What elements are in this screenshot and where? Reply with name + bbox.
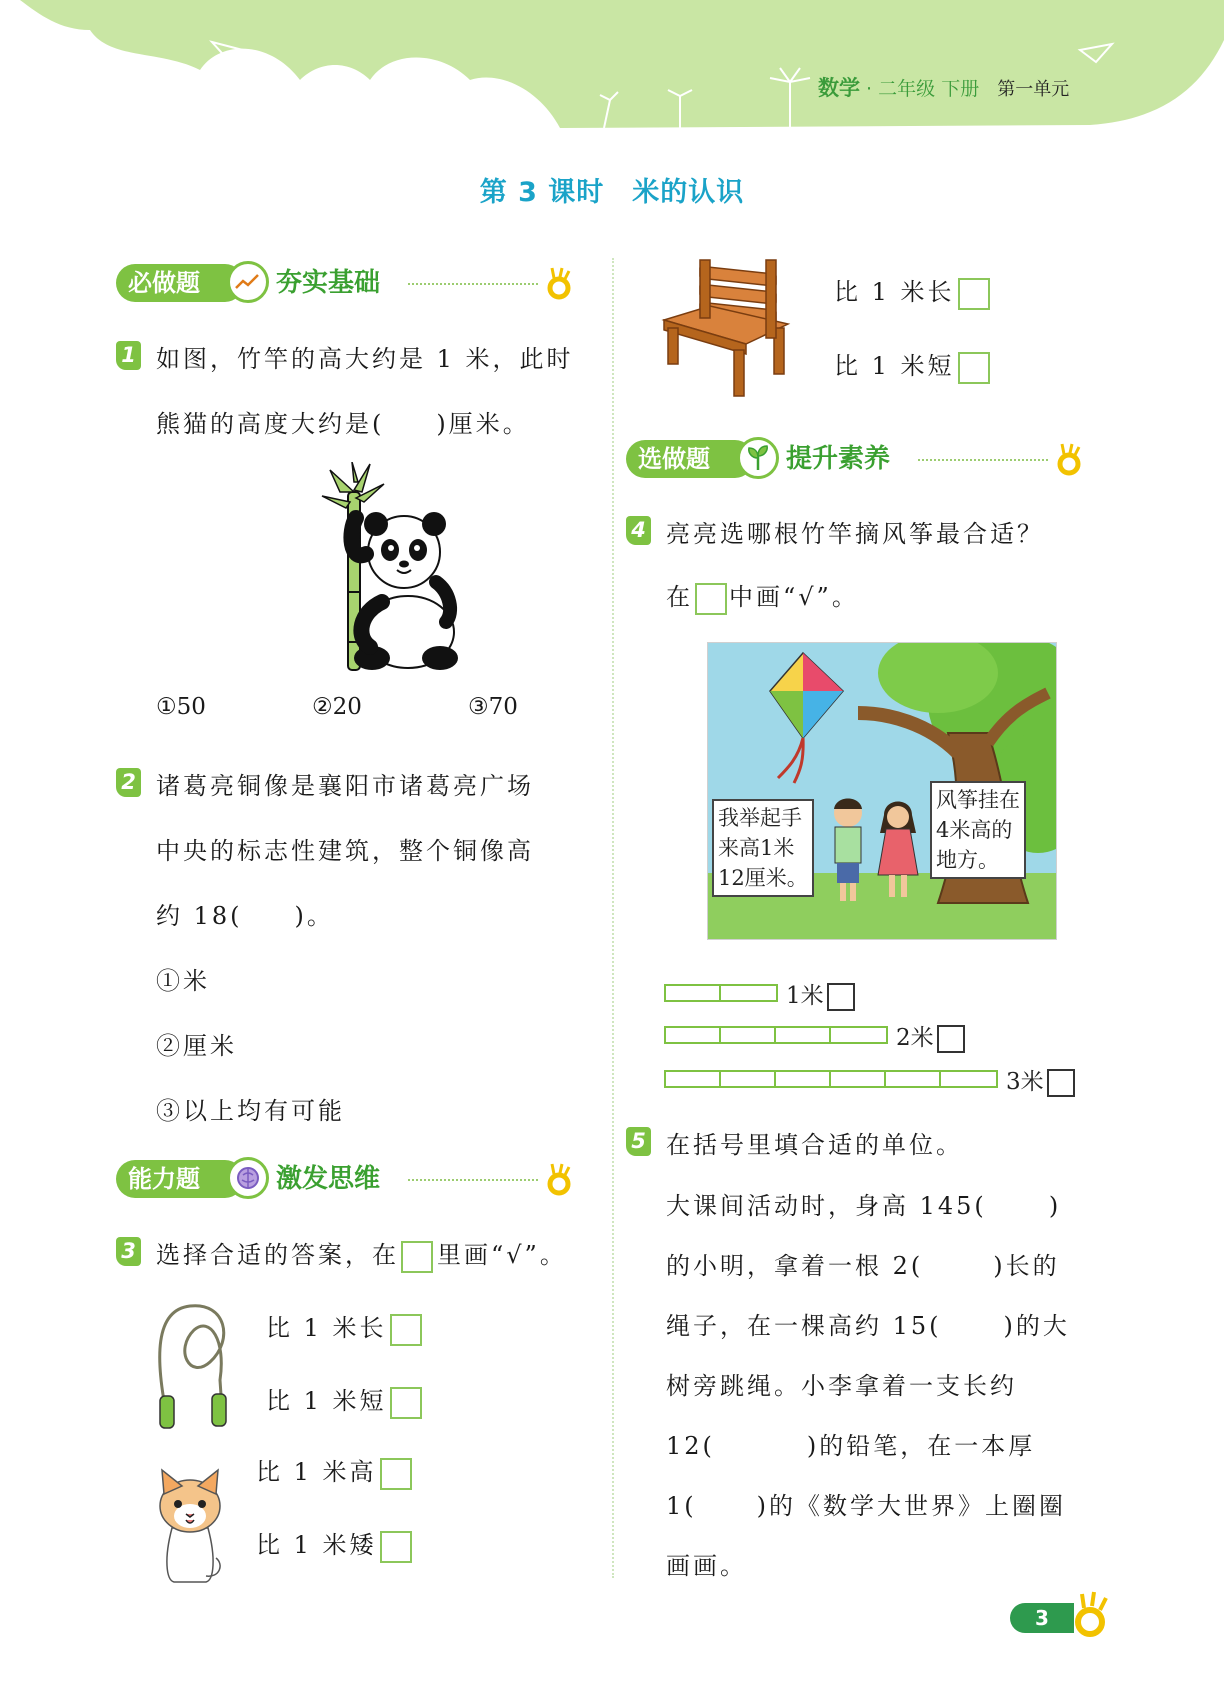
q3-cat-shorter-checkbox[interactable] [380,1531,412,1563]
q5-line-6b: )的《数学大世界》上圈圈 [756,1492,1067,1520]
boy-speech-line: 来高1米 [718,836,795,860]
bamboo-pole-segment [721,986,776,1000]
q2-option-1[interactable]: ①米 [156,967,210,995]
bamboo-pole-segment [831,1072,886,1086]
section-optional-name: 提升素养 [786,444,891,474]
bamboo-pole-segment [886,1072,941,1086]
lesson-name: 米的认识 [632,177,745,208]
lesson-number: 第 3 课时 [479,177,605,208]
q2-line-2: 中央的标志性建筑，整个铜像高 [156,837,534,865]
q2-option-2[interactable]: ②厘米 [156,1032,237,1060]
q4-line-1: 亮亮选哪根竹竿摘风筝最合适？ [666,520,1044,548]
q5-line-3a: 绳子，在一棵高约 15( [666,1312,942,1340]
header-grade: 二年级 [878,78,936,100]
q4-line-2a: 在 [666,583,693,611]
q5-line-4: 树旁跳绳。小李拿着一支长约 [666,1372,1017,1400]
girl-speech-line: 风筝挂在 [936,788,1020,812]
section-optional-header [626,440,1086,480]
girl-speech-bubble [930,781,1026,879]
bamboo-pole-checkbox[interactable] [1047,1069,1075,1097]
q2-line-1: 诸葛亮铜像是襄阳市诸葛亮广场 [156,772,534,800]
trend-chart-icon [227,261,269,303]
panda-bamboo-illustration [300,462,460,672]
q3-cat-taller [256,1452,412,1490]
question-5-number: 5 [626,1127,651,1156]
lesson-title [0,170,1224,209]
header-unit: 第一单元 [997,79,1070,100]
q5-line-5b: )的铅笔，在一本厚 [806,1432,1036,1460]
bamboo-pole-segment [666,1072,721,1086]
bamboo-pole-segment [941,1072,996,1086]
q5-line-1b: ) [1048,1192,1062,1220]
header-cloud-banner [0,0,1224,135]
q3-bench-longer-checkbox[interactable] [958,278,990,310]
q5-line-6 [666,1486,1066,1521]
q3-line-1a: 选择合适的答案，在 [156,1241,399,1269]
section-required-header [116,264,576,304]
q4-line-2b: 中画“√”。 [729,583,859,611]
page-number: 3 [1010,1603,1074,1633]
cat-illustration [150,1468,230,1586]
q1-line-1: 如图，竹竿的高大约是 1 米，此时 [156,345,574,373]
sprout-icon [737,437,779,479]
bamboo-pole-length: 2米 [896,1025,934,1051]
q3-rope-longer-checkbox[interactable] [390,1314,422,1346]
q1-line-2a: 熊猫的高度大约是( [156,410,385,438]
bamboo-pole-length: 3米 [1006,1069,1044,1095]
section-ability-name: 激发思维 [276,1164,381,1194]
bamboo-pole-label [786,977,855,1011]
q3-cat-taller-label: 比 1 米高 [256,1458,377,1486]
section-dotted-line [918,459,1048,461]
column-divider [612,258,614,1578]
header-volume: 下册 [941,78,980,100]
bamboo-pole-segment [831,1028,886,1042]
girl-speech-line: 地方。 [936,848,999,872]
q5-line-2 [666,1246,1060,1281]
q1-line-2 [156,404,530,439]
bamboo-pole-checkbox[interactable] [827,983,855,1011]
q3-rope-shorter-label: 比 1 米短 [266,1387,387,1415]
header-breadcrumb [818,72,1069,102]
q5-line-3b: )的大 [1003,1312,1070,1340]
ok-hand-icon [1056,442,1082,482]
q3-sample-checkbox [401,1241,433,1273]
q5-line-2a: 的小明，拿着一根 2( [666,1252,924,1280]
q1-line-2b: )厘米。 [436,410,530,438]
bamboo-pole-bar [664,984,778,1002]
q5-line-3 [666,1306,1070,1341]
header-dot: · [866,78,873,100]
bench-illustration [660,258,800,400]
q5-intro: 在括号里填合适的单位。 [666,1131,963,1159]
bamboo-pole-bar [664,1026,888,1044]
q1-option-2[interactable]: ②20 [312,694,362,720]
bamboo-pole-label [1006,1063,1075,1097]
section-required-tag: 必做题 [116,264,244,302]
q3-bench-longer [834,272,990,310]
bamboo-pole-bar [664,1070,998,1088]
q3-bench-shorter [834,346,990,384]
bamboo-pole-segment [721,1028,776,1042]
bamboo-pole-segment [776,1028,831,1042]
q4-line-2 [666,577,859,615]
section-optional-tag: 选做题 [626,440,754,478]
q2-line-3a: 约 18( [156,902,243,930]
section-dotted-line [408,1179,538,1181]
q5-line-5 [666,1426,1035,1461]
bamboo-pole-length: 1米 [786,983,824,1009]
q2-line-3b: )。 [294,902,334,930]
q3-rope-shorter-checkbox[interactable] [390,1387,422,1419]
question-1-number: 1 [116,341,141,370]
girl-speech-line: 4米高的 [936,818,1013,842]
page-header [0,0,1224,135]
question-3-number: 3 [116,1237,141,1266]
q3-bench-longer-label: 比 1 米长 [834,278,955,306]
q5-line-7: 画画。 [666,1552,747,1580]
question-4-number: 4 [626,516,651,545]
q3-bench-shorter-label: 比 1 米短 [834,352,955,380]
bamboo-pole-segment [666,986,721,1000]
bamboo-pole-segment [721,1072,776,1086]
boy-speech-line: 12厘米。 [718,866,808,890]
q2-line-3 [156,896,334,931]
q3-rope-shorter [266,1381,422,1419]
section-ability-header [116,1160,576,1200]
kite-tree-scene [707,642,1057,940]
section-ability-tag: 能力题 [116,1160,244,1198]
q5-line-5a: 12( [666,1432,715,1460]
ok-hand-icon [546,1162,572,1202]
brain-icon [227,1157,269,1199]
jump-rope-illustration [150,1300,246,1430]
q3-cat-taller-checkbox[interactable] [380,1458,412,1490]
bamboo-pole-segment [776,1072,831,1086]
ok-hand-icon [1074,1588,1110,1640]
ok-hand-icon [546,266,572,306]
boy-speech-line: 我举起手 [718,806,802,830]
q5-line-1 [666,1186,1061,1221]
q3-line-1 [156,1235,567,1273]
q3-rope-longer-label: 比 1 米长 [266,1314,387,1342]
boy-speech-bubble [712,799,814,897]
q3-cat-shorter [256,1525,412,1563]
bamboo-pole-checkbox[interactable] [937,1025,965,1053]
q5-line-2b: )长的 [993,1252,1060,1280]
section-required-name: 夯实基础 [276,268,381,298]
q2-option-3[interactable]: ③以上均有可能 [156,1097,345,1125]
bamboo-pole-segment [666,1028,721,1042]
q1-option-3[interactable]: ③70 [468,694,518,720]
q5-line-6a: 1( [666,1492,697,1520]
section-dotted-line [408,283,538,285]
q3-rope-longer [266,1308,422,1346]
header-subject: 数学 [818,76,860,100]
q3-cat-shorter-label: 比 1 米矮 [256,1531,377,1559]
q5-line-1a: 大课间活动时，身高 145( [666,1192,987,1220]
q3-line-1b: 里画“√”。 [437,1241,567,1269]
question-2-number: 2 [116,768,141,797]
q1-option-1[interactable]: ①50 [156,694,206,720]
bamboo-pole-label [896,1019,965,1053]
q4-sample-checkbox [695,583,727,615]
q3-bench-shorter-checkbox[interactable] [958,352,990,384]
